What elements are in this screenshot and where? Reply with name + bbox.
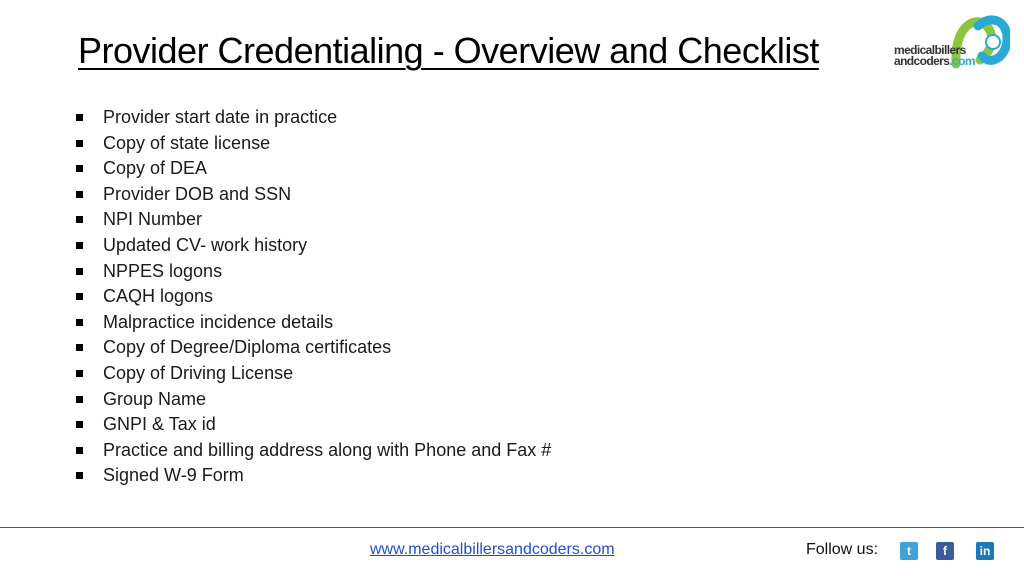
square-bullet-icon: [76, 216, 83, 223]
facebook-icon[interactable]: f: [936, 542, 954, 560]
website-link[interactable]: www.medicalbillersandcoders.com: [370, 541, 615, 558]
list-item: Copy of DEA: [76, 156, 551, 182]
linkedin-icon[interactable]: in: [976, 542, 994, 560]
list-item: Practice and billing address along with Phone and Fax #: [76, 438, 551, 464]
list-item: Copy of Degree/Diploma certificates: [76, 335, 551, 361]
square-bullet-icon: [76, 191, 83, 198]
square-bullet-icon: [76, 344, 83, 351]
square-bullet-icon: [76, 140, 83, 147]
square-bullet-icon: [76, 396, 83, 403]
list-item: Copy of Driving License: [76, 361, 551, 387]
list-item: GNPI & Tax id: [76, 412, 551, 438]
list-item: Updated CV- work history: [76, 233, 551, 259]
list-item: Malpractice incidence details: [76, 310, 551, 336]
list-item: CAQH logons: [76, 284, 551, 310]
square-bullet-icon: [76, 165, 83, 172]
list-item: Provider DOB and SSN: [76, 182, 551, 208]
list-item: Signed W-9 Form: [76, 463, 551, 489]
square-bullet-icon: [76, 421, 83, 428]
square-bullet-icon: [76, 268, 83, 275]
square-bullet-icon: [76, 114, 83, 121]
list-item: NPI Number: [76, 207, 551, 233]
slide-title: Provider Credentialing - Overview and Checklist: [78, 30, 819, 71]
company-logo: [894, 12, 1014, 74]
checklist: [76, 105, 551, 489]
list-item: Copy of state license: [76, 131, 551, 157]
follow-us-label: Follow us:: [806, 541, 879, 558]
square-bullet-icon: [76, 319, 83, 326]
square-bullet-icon: [76, 472, 83, 479]
square-bullet-icon: [76, 370, 83, 377]
list-item: Group Name: [76, 387, 551, 413]
list-item: NPPES logons: [76, 259, 551, 285]
logo-text-line1: medicalbillers: [894, 43, 966, 57]
square-bullet-icon: [76, 242, 83, 249]
list-item: Provider start date in practice: [76, 105, 551, 131]
footer-divider: [0, 527, 1024, 528]
twitter-icon[interactable]: t: [900, 542, 918, 560]
logo-text-line2: andcoders.com: [894, 54, 975, 68]
square-bullet-icon: [76, 293, 83, 300]
square-bullet-icon: [76, 447, 83, 454]
